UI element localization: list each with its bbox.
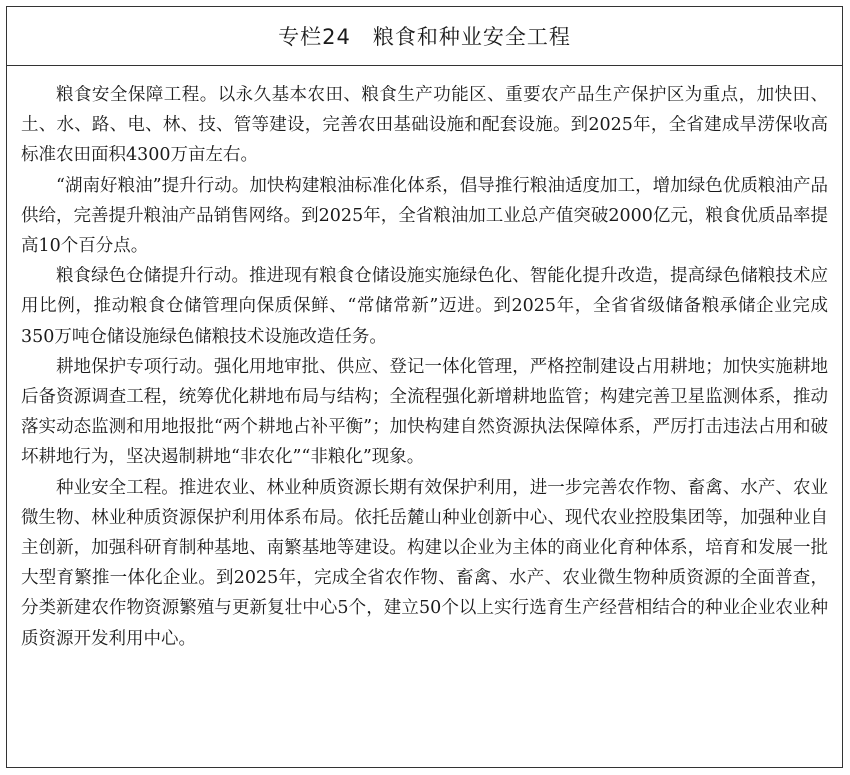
paragraph-lead: 种业安全工程。 [56, 477, 179, 498]
box-title-text: 粮食和种业安全工程 [372, 25, 571, 49]
box-title-bar [7, 7, 842, 66]
paragraph-hunan-grain-oil [21, 171, 828, 262]
box-title [278, 21, 571, 51]
box-title-number: 专栏24 [278, 25, 351, 49]
paragraph-body: 推进农业、林业种质资源长期有效保护利用，进一步完善农作物、畜禽、水产、农业微生物、林业种质资源保护利用体系布局。依托岳麓山种业创新中心、现代农业控股集团等，加强种业自主创新，加强科研育制种基地、南繁基地等建设。构建以企业为主体的商业化育种体系，培育和发展一批大型育繁推一体化企业。到2025年，完成全省农作物、畜禽、水产、农业微生物种质资源的全面普查，分类新建农作物资源繁殖与更新复壮中心5个，建立50个以上实行选育生产经营相结合的种业企业农业种质资源开发利用中心。 [21, 477, 828, 649]
paragraph-farmland-protection [21, 352, 828, 473]
paragraph-body: 推进现有粮食仓储设施实施绿色化、智能化提升改造，提高绿色储粮技术应用比例，推动粮食仓储管理向保质保鲜、“常储常新”迈进。到2025年，全省省级储备粮承储企业完成350万吨仓储设施绿色储粮技术设施改造任务。 [21, 266, 829, 347]
paragraph-green-storage [21, 261, 828, 352]
paragraph-lead: 粮食绿色仓储提升行动。 [56, 266, 250, 287]
paragraph-lead: 粮食安全保障工程。 [56, 85, 218, 105]
paragraph-body: 强化用地审批、供应、登记一体化管理，严格控制建设占用耕地；加快实施耕地后备资源调查工程，统筹优化耕地布局与结构；全流程强化新增耕地监管；构建完善卫星监测体系，推动落实动态监测和用地报批“两个耕地占补平衡”；加快构建自然资源执法保障体系，严厉打击违法占用和破坏耕地行为，坚决遏制耕地“非农化”“非粮化”现象。 [21, 356, 829, 468]
feature-box [6, 6, 843, 768]
paragraph-lead: “湖南好粮油”提升行动。 [56, 175, 250, 196]
paragraph-body: 以永久基本农田、粮食生产功能区、重要农产品生产保护区为重点，加快田、土、水、路、电、林、技、管等建设，完善农田基础设施和配套设施。到2025年，全省建成旱涝保收高标准农田面积4300万亩左右。 [21, 85, 829, 166]
paragraph-body: 加快构建粮油标准化体系，倡导推行粮油适度加工，增加绿色优质粮油产品供给，完善提升粮油产品销售网络。到2025年，全省粮油加工业总产值突破2000亿元，粮食优质品率提高10个百分点。 [21, 175, 828, 257]
box-content [7, 66, 842, 654]
paragraph-lead: 耕地保护专项行动。 [56, 356, 214, 377]
paragraph-seed-security [21, 473, 828, 654]
paragraph-grain-security [21, 80, 828, 171]
